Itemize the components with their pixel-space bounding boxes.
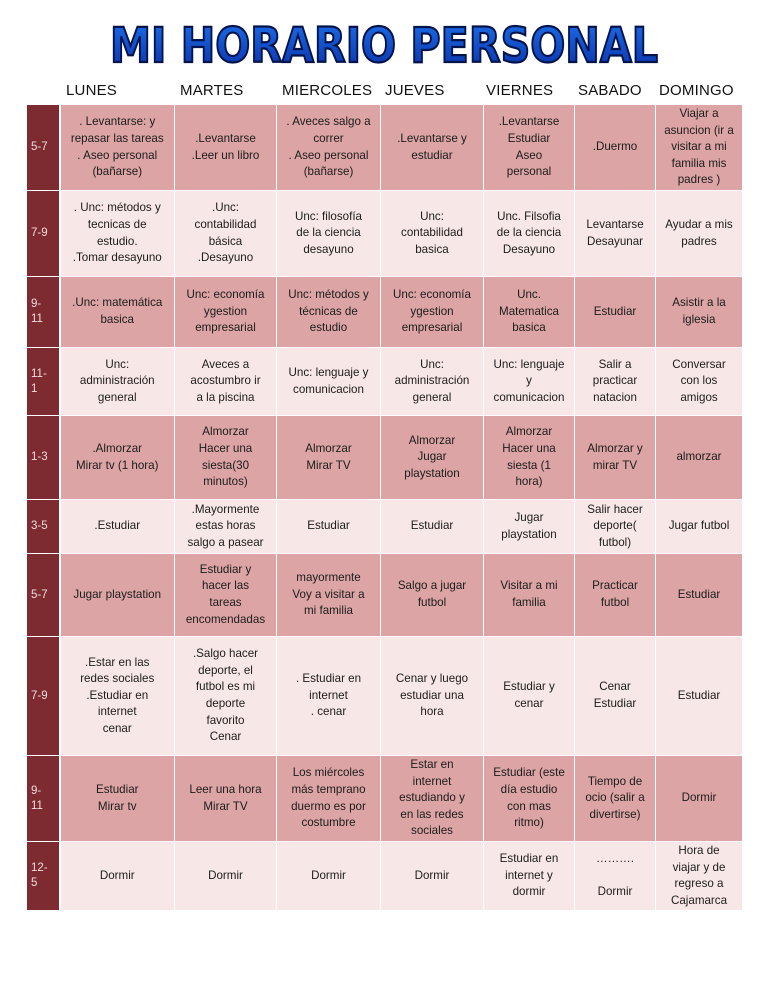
activity-text: Estar en internet estudiando y en las redes sociales xyxy=(399,758,465,838)
activity-cell-domingo xyxy=(656,756,743,842)
activity-text: Hora de viajar y de regreso a Cajamarca xyxy=(670,844,728,907)
day-header-domingo: DOMINGO xyxy=(659,82,734,99)
activity-text: Salgo a jugar futbol xyxy=(397,579,467,609)
activity-text: .Mayormente estas horas salgo a pasear xyxy=(187,502,264,549)
activity-cell-domingo xyxy=(656,842,743,911)
day-header-miercoles: MIERCOLES xyxy=(282,82,373,99)
activity-cell-sabado xyxy=(575,554,656,637)
activity-text: Estudiar xyxy=(677,587,721,601)
activity-cell-jueves xyxy=(381,554,484,637)
activity-cell-domingo xyxy=(656,500,743,554)
activity-cell-viernes xyxy=(484,416,575,500)
time-slot-label: 3-5 xyxy=(31,520,48,532)
activity-cell-viernes xyxy=(484,500,575,554)
activity-text: .Levantarse .Leer un libro xyxy=(191,131,260,162)
activity-cell-sabado xyxy=(575,191,656,277)
activity-text: Unc. Filsofia de la ciencia Desayuno xyxy=(496,209,562,256)
activity-cell-viernes xyxy=(484,756,575,842)
activity-cell-lunes xyxy=(60,554,175,637)
activity-cell-jueves xyxy=(381,416,484,500)
activity-text: Unc: administración general xyxy=(79,357,155,404)
activity-text: Viajar a asuncion (ir a visitar a mi familia mis padres ) xyxy=(664,107,734,187)
schedule-row xyxy=(27,348,743,416)
time-slot-label: 1-3 xyxy=(31,451,48,463)
activity-cell-miercoles xyxy=(277,500,381,554)
activity-cell-domingo xyxy=(656,637,743,756)
activity-cell-martes xyxy=(175,348,277,416)
activity-cell-sabado xyxy=(575,348,656,416)
time-slot-cell xyxy=(27,500,60,554)
activity-text: Levantarse Desayunar xyxy=(586,217,644,248)
activity-cell-lunes xyxy=(60,191,175,277)
activity-cell-jueves xyxy=(381,191,484,277)
activity-text: . Aveces salgo a correr . Aseo personal (bañarse) xyxy=(286,115,371,179)
activity-text: .Almorzar Mirar tv (1 hora) xyxy=(76,441,159,472)
time-slot-cell xyxy=(27,637,60,756)
activity-cell-lunes xyxy=(60,416,175,500)
activity-text: Almorzar Hacer una siesta(30 minutos) xyxy=(198,425,253,489)
activity-text: Dormir xyxy=(681,791,717,805)
activity-cell-martes xyxy=(175,842,277,911)
activity-cell-martes xyxy=(175,105,277,191)
activity-cell-miercoles xyxy=(277,842,381,911)
activity-cell-lunes xyxy=(60,756,175,842)
activity-text: Jugar playstation xyxy=(73,587,162,601)
activity-cell-martes xyxy=(175,637,277,756)
activity-cell-jueves xyxy=(381,277,484,348)
activity-text: .Salgo hacer deporte, el futbol es mi deporte favorito Cenar xyxy=(192,647,259,744)
time-slot-label: 9- 11 xyxy=(31,298,43,325)
activity-cell-miercoles xyxy=(277,756,381,842)
time-slot-cell xyxy=(27,756,60,842)
activity-cell-lunes xyxy=(60,277,175,348)
activity-text: Visitar a mi familia xyxy=(500,579,558,609)
activity-text: Almorzar Hacer una siesta (1 hora) xyxy=(502,425,556,489)
activity-cell-sabado xyxy=(575,842,656,911)
schedule-row xyxy=(27,277,743,348)
time-slot-label: 7-9 xyxy=(31,689,48,702)
activity-cell-miercoles xyxy=(277,348,381,416)
activity-cell-lunes xyxy=(60,348,175,416)
activity-cell-domingo xyxy=(656,191,743,277)
page-title xyxy=(0,4,768,80)
activity-text: Unc: lenguaje y comunicacion xyxy=(493,357,565,404)
activity-cell-domingo xyxy=(656,554,743,637)
activity-text: . Estudiar en internet . cenar xyxy=(295,672,362,719)
activity-cell-viernes xyxy=(484,554,575,637)
activity-text: Tiempo de ocio (salir a divertirse) xyxy=(585,774,645,821)
activity-text: Practicar futbol xyxy=(592,579,638,609)
activity-cell-martes xyxy=(175,277,277,348)
activity-text: Salir a practicar natacion xyxy=(592,357,638,404)
day-header-viernes: VIERNES xyxy=(486,82,554,99)
time-slot-cell xyxy=(27,191,60,277)
activity-cell-viernes xyxy=(484,348,575,416)
activity-text: Estudiar y hacer las tareas encomendadas xyxy=(185,562,266,626)
activity-text: Aveces a acostumbro ir a la piscina xyxy=(190,357,261,404)
activity-text: Dormir xyxy=(414,868,450,882)
schedule-row xyxy=(27,191,743,277)
activity-text: .Levantarse Estudiar Aseo personal xyxy=(498,115,560,179)
schedule-row xyxy=(27,105,743,191)
activity-cell-miercoles xyxy=(277,191,381,277)
activity-text: Cenar y luego estudiar una hora xyxy=(395,672,469,719)
activity-cell-jueves xyxy=(381,105,484,191)
activity-text: Unc. Matematica basica xyxy=(499,288,559,335)
activity-text: Estudiar xyxy=(593,304,637,318)
activity-text: Estudiar xyxy=(307,519,350,533)
activity-cell-lunes xyxy=(60,105,175,191)
activity-cell-sabado xyxy=(575,277,656,348)
title-text: MI HORARIO PERSONAL xyxy=(110,18,658,74)
activity-cell-jueves xyxy=(381,756,484,842)
time-slot-label: 9- 11 xyxy=(31,784,43,812)
activity-text: Estudiar xyxy=(677,688,721,702)
activity-cell-miercoles xyxy=(277,277,381,348)
activity-cell-sabado xyxy=(575,637,656,756)
activity-cell-martes xyxy=(175,500,277,554)
activity-text: Estudiar (este día estudio con mas ritmo) xyxy=(493,766,565,830)
activity-text: mayormente Voy a visitar a mi familia xyxy=(292,571,365,618)
activity-text: Estudiar xyxy=(410,519,454,533)
activity-cell-domingo xyxy=(656,277,743,348)
activity-text: Almorzar Mirar TV xyxy=(305,441,352,472)
activity-text: Estudiar en internet y dormir xyxy=(499,852,559,899)
activity-text: .Unc: matemática basica xyxy=(72,296,163,326)
activity-cell-martes xyxy=(175,191,277,277)
activity-cell-domingo xyxy=(656,416,743,500)
day-header-lunes: LUNES xyxy=(66,82,118,99)
activity-text: Unc: economía ygestion empresarial xyxy=(393,288,471,335)
time-slot-label: 5-7 xyxy=(31,141,48,153)
activity-text: .Estudiar xyxy=(94,519,141,533)
activity-cell-miercoles xyxy=(277,637,381,756)
activity-text: Almorzar Jugar playstation xyxy=(404,433,460,480)
day-header-sabado: SABADO xyxy=(578,82,642,99)
activity-cell-miercoles xyxy=(277,105,381,191)
activity-cell-viernes xyxy=(484,105,575,191)
activity-cell-sabado xyxy=(575,756,656,842)
activity-cell-martes xyxy=(175,756,277,842)
activity-cell-jueves xyxy=(381,348,484,416)
activity-text: Estudiar y cenar xyxy=(503,680,555,710)
activity-text: Unc: métodos y técnicas de estudio xyxy=(288,288,369,335)
activity-cell-lunes xyxy=(60,842,175,911)
time-slot-cell xyxy=(27,416,60,500)
activity-text: Unc: filosofía de la ciencia desayuno xyxy=(294,209,362,256)
activity-text: Unc: lenguaje y comunicacion xyxy=(288,365,369,396)
activity-text: . Levantarse: y repasar las tareas . Aseo personal (bañarse) xyxy=(70,115,164,179)
time-slot-cell xyxy=(27,348,60,416)
activity-text: Almorzar y mirar TV xyxy=(587,441,643,472)
activity-text: Jugar playstation xyxy=(501,510,557,541)
activity-text: almorzar xyxy=(676,450,722,464)
activity-cell-martes xyxy=(175,416,277,500)
activity-text: Asistir a la iglesia xyxy=(672,296,726,326)
activity-text: Conversar con los amigos xyxy=(672,357,726,404)
activity-text: Los miércoles más temprano duermo es por costumbre xyxy=(291,766,366,830)
time-slot-label: 12- 5 xyxy=(31,862,48,890)
activity-cell-jueves xyxy=(381,842,484,911)
time-slot-label: 7-9 xyxy=(31,227,48,239)
activity-cell-viernes xyxy=(484,191,575,277)
activity-cell-viernes xyxy=(484,842,575,911)
activity-text: . Unc: métodos y tecnicas de estudio. .Tomar desayuno xyxy=(72,201,162,265)
activity-cell-domingo xyxy=(656,348,743,416)
time-slot-cell xyxy=(27,105,60,191)
activity-text: Unc: administración general xyxy=(394,357,470,404)
activity-text: Estudiar Mirar tv xyxy=(95,782,139,813)
schedule-row xyxy=(27,637,743,756)
activity-text: Dormir xyxy=(311,868,346,882)
activity-cell-lunes xyxy=(60,500,175,554)
activity-cell-martes xyxy=(175,554,277,637)
activity-text: Jugar futbol xyxy=(668,519,730,533)
schedule-row xyxy=(27,500,743,554)
schedule-row xyxy=(27,756,743,842)
activity-text: Ayudar a mis padres xyxy=(665,217,733,248)
schedule-row xyxy=(27,554,743,637)
activity-text: ………. Dormir xyxy=(595,852,634,899)
activity-text: .Duermo xyxy=(592,140,638,154)
activity-text: Unc: contabilidad basica xyxy=(401,209,463,256)
time-slot-cell xyxy=(27,554,60,637)
activity-cell-sabado xyxy=(575,105,656,191)
title-graphic xyxy=(0,4,768,80)
time-slot-cell xyxy=(27,842,60,911)
activity-text: Leer una hora Mirar TV xyxy=(189,782,262,813)
activity-cell-sabado xyxy=(575,500,656,554)
activity-text: Salir hacer deporte( futbol) xyxy=(587,502,643,549)
schedule-row xyxy=(27,416,743,500)
time-slot-label: 11- 1 xyxy=(31,367,47,395)
schedule-row xyxy=(27,842,743,911)
schedule-table xyxy=(26,104,743,911)
activity-text: .Estar en las redes sociales .Estudiar en internet cenar xyxy=(80,655,155,735)
activity-cell-viernes xyxy=(484,637,575,756)
activity-cell-lunes xyxy=(60,637,175,756)
activity-cell-domingo xyxy=(656,105,743,191)
time-slot-label: 5-7 xyxy=(31,588,48,601)
day-header-row xyxy=(0,82,768,104)
activity-text: Dormir xyxy=(99,868,135,882)
activity-text: Unc: economía ygestion empresarial xyxy=(186,288,265,335)
activity-cell-viernes xyxy=(484,277,575,348)
activity-cell-miercoles xyxy=(277,554,381,637)
activity-cell-jueves xyxy=(381,637,484,756)
activity-text: .Unc: contabilidad básica .Desayuno xyxy=(194,201,257,265)
activity-text: .Levantarse y estudiar xyxy=(397,131,467,162)
activity-cell-jueves xyxy=(381,500,484,554)
activity-cell-sabado xyxy=(575,416,656,500)
time-slot-cell xyxy=(27,277,60,348)
day-header-jueves: JUEVES xyxy=(385,82,445,99)
activity-text: Cenar Estudiar xyxy=(593,680,637,710)
activity-text: Dormir xyxy=(208,868,243,882)
day-header-martes: MARTES xyxy=(180,82,244,99)
activity-cell-miercoles xyxy=(277,416,381,500)
